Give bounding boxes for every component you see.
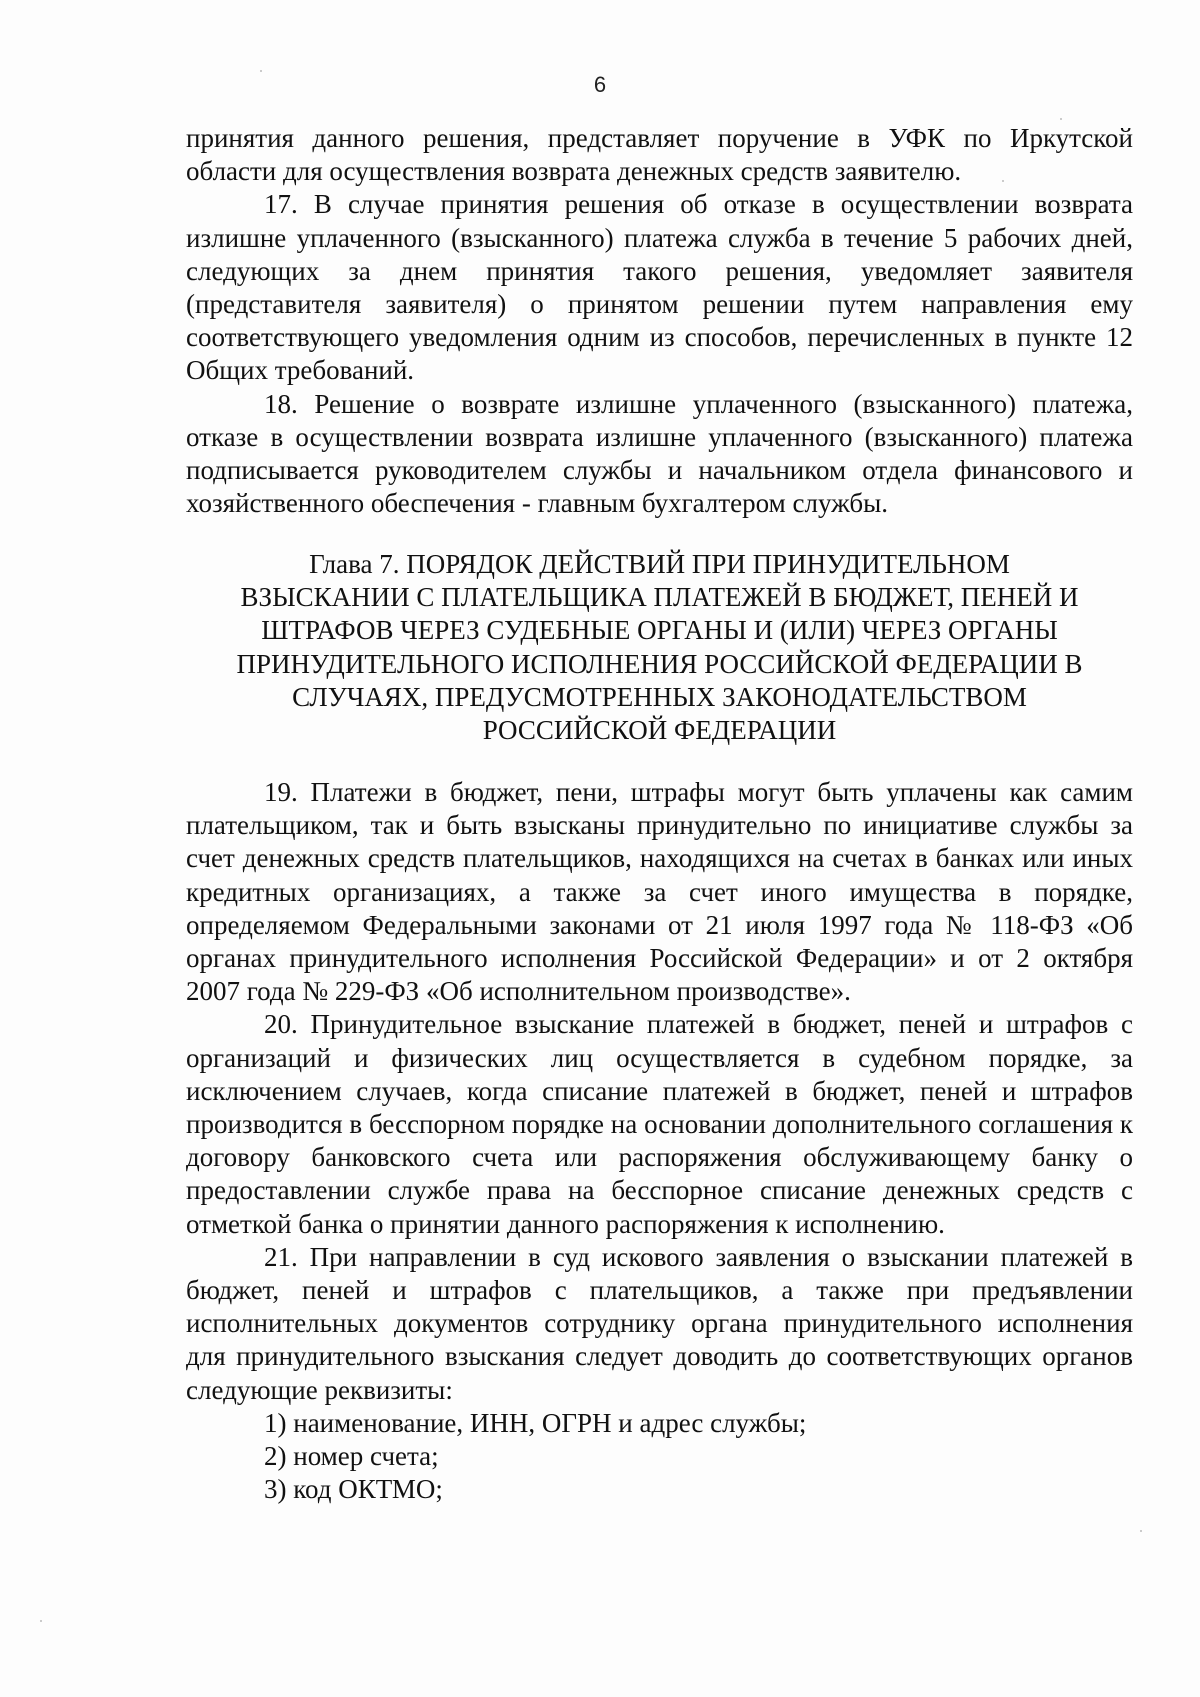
page-number: 6 xyxy=(593,72,607,97)
chapter-heading xyxy=(186,548,1133,747)
scan-speck xyxy=(1060,118,1062,120)
chapter-heading-line: ВЗЫСКАНИИ С ПЛАТЕЛЬЩИКА ПЛАТЕЖЕЙ В БЮДЖЕТ, ПЕНЕЙ И xyxy=(240,582,1079,613)
paragraph-18: 18. Решение о возврате излишне уплаченного (взысканного) платежа, отказе в осуществлении возврата излишне уплаченного (взысканного) платежа подписывается руководителем службы и начальником отдела финансового и хозяйственного обеспечения - главным бухгалтером службы. xyxy=(186,388,1133,519)
paragraph-21: 21. При направлении в суд искового заявления о взыскании платежей в бюджет, пеней и штрафов с плательщиков, а также при предъявлении исполнительных документов сотруднику органа принудительного исполнения для принудительного взыскания следует доводить до соответствующих органов следующие реквизиты: xyxy=(186,1241,1133,1405)
paragraph-17: 17. В случае принятия решения об отказе в осуществлении возврата излишне уплаченного (взысканного) платежа служба в течение 5 рабочих дней, следующих за днем принятия такого решения, уведомляет заявителя (представителя заявителя) о принятом решении путем направления ему соответствующего уведомления одним из способов, перечисленных в пункте 12 Общих требований. xyxy=(186,189,1133,386)
list-item: 1) наименование, ИНН, ОГРН и адрес службы; xyxy=(264,1407,807,1438)
chapter-heading-line: СЛУЧАЯХ, ПРЕДУСМОТРЕННЫХ ЗАКОНОДАТЕЛЬСТВОМ xyxy=(292,681,1027,712)
body-text-bottom xyxy=(186,776,1133,1506)
chapter-heading-line: ПРИНУДИТЕЛЬНОГО ИСПОЛНЕНИЯ РОССИЙСКОЙ ФЕДЕРАЦИИ В xyxy=(236,648,1083,679)
scan-speck xyxy=(1140,1530,1142,1532)
paragraph-20: 20. Принудительное взыскание платежей в бюджет, пеней и штрафов с организаций и физических лиц осуществляется в судебном порядке, за исключением случаев, когда списание платежей в бюджет, пеней и штрафов производится в бесспорном порядке на основании дополнительного соглашения к договору банковского счета или распоряжения обслуживающему банку о предоставлении службе права на бесспорное списание денежных средств с отметкой банка о принятии данного распоряжения к исполнению. xyxy=(186,1009,1133,1239)
list-item: 3) код ОКТМО; xyxy=(264,1474,443,1505)
chapter-heading-line: Глава 7. ПОРЯДОК ДЕЙСТВИЙ ПРИ ПРИНУДИТЕЛЬНОМ xyxy=(309,549,1010,579)
chapter-heading-line: ШТРАФОВ ЧЕРЕЗ СУДЕБНЫЕ ОРГАНЫ И (ИЛИ) ЧЕРЕЗ ОРГАНЫ xyxy=(261,615,1058,646)
list-item: 2) номер счета; xyxy=(264,1441,439,1472)
chapter-heading-line: РОССИЙСКОЙ ФЕДЕРАЦИИ xyxy=(482,715,837,746)
scan-speck xyxy=(260,70,262,72)
body-text-top xyxy=(186,122,1133,520)
scan-speck xyxy=(40,1620,42,1622)
paragraph-19: 19. Платежи в бюджет, пени, штрафы могут быть уплачены как самим плательщиком, так и быть взысканы принудительно по инициативе службы за счет денежных средств плательщиков, находящихся на счетах в банках или иных кредитных организациях, а также за счет иного имущества в порядке, определяемом Федеральными законами от 21 июля 1997 года № 118-ФЗ «Об органах принудительного исполнения Российской Федерации» и от 2 октября 2007 года № 229-ФЗ «Об исполнительном производстве». xyxy=(186,777,1133,1007)
paragraph-16-continuation: принятия данного решения, представляет поручение в УФК по Иркутской области для осуществления возврата денежных средств заявителю. xyxy=(186,123,1133,187)
scan-speck xyxy=(1002,180,1004,182)
